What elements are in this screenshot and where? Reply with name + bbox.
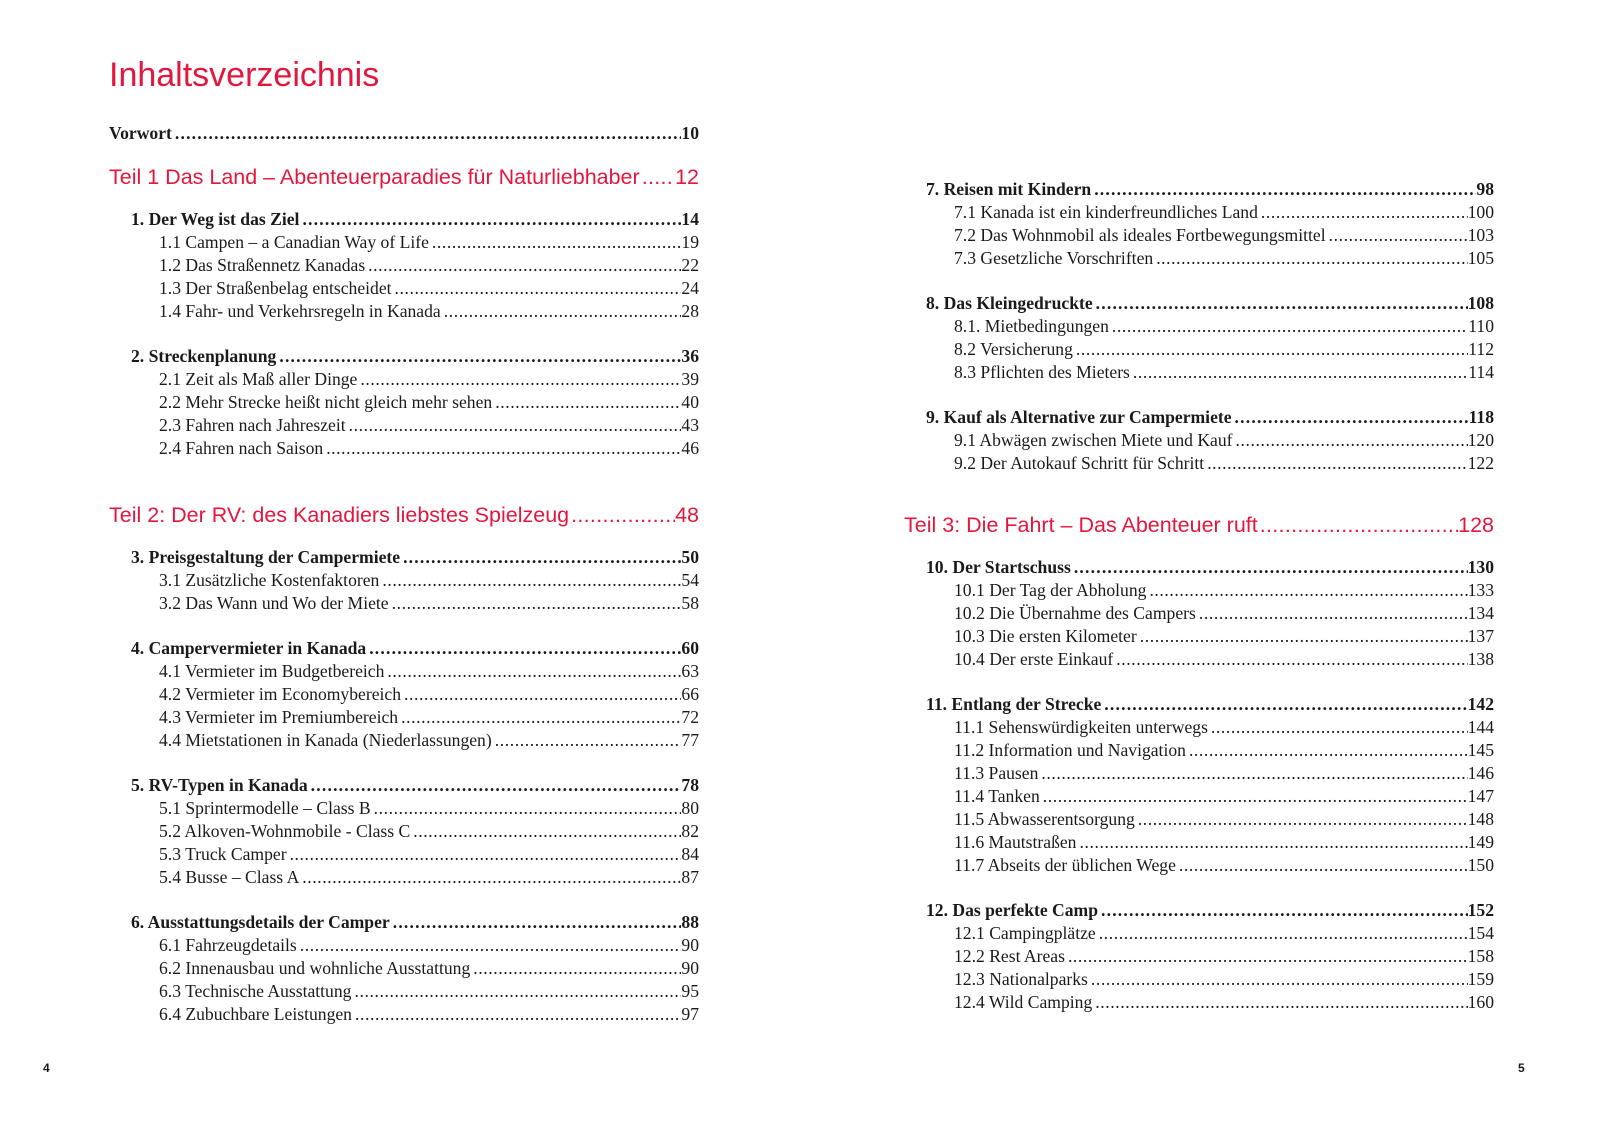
entry-page: 22 — [681, 255, 699, 275]
dot-leader — [1135, 808, 1468, 831]
entry-page: 10 — [681, 123, 699, 143]
entry-title: 4. Campervermieter in Kanada — [131, 638, 367, 658]
dot-leader — [323, 437, 681, 460]
dot-leader — [1091, 178, 1476, 201]
entry-page: 50 — [681, 547, 699, 567]
subsection-entry[interactable] — [109, 706, 699, 729]
entry-page: 97 — [681, 1004, 699, 1024]
subsection-entry[interactable] — [109, 729, 699, 752]
entry-page: 110 — [1468, 316, 1494, 336]
subsection-entry[interactable] — [109, 660, 699, 683]
right-page — [800, 0, 1600, 1135]
entry-title: 9.2 Der Autokauf Schritt für Schritt — [954, 453, 1205, 473]
dot-leader — [390, 911, 682, 934]
dot-leader — [1101, 693, 1467, 716]
entry-title: 6.1 Fahrzeugdetails — [159, 935, 297, 955]
entry-title: 12. Das perfekte Camp — [926, 900, 1099, 920]
entry-title: 3. Preisgestaltung der Campermiete — [131, 547, 401, 567]
chapter-block — [904, 899, 1494, 1014]
entry-page: 146 — [1467, 763, 1494, 783]
part-page: 12 — [675, 165, 699, 189]
entry-title: 1.2 Das Straßennetz Kanadas — [159, 255, 366, 275]
part-title: Teil 2: Der RV: des Kanadiers liebstes Spielzeug — [109, 503, 570, 527]
dot-leader — [297, 934, 682, 957]
chapter-block — [904, 693, 1494, 877]
part-page: 128 — [1458, 513, 1494, 537]
subsection-entry[interactable] — [904, 315, 1494, 338]
dot-leader — [276, 345, 681, 368]
dot-leader — [357, 368, 681, 391]
page-number-left: 4 — [43, 1061, 50, 1075]
entry-page: 24 — [681, 278, 699, 298]
entry-title: 8. Das Kleingedruckte — [926, 293, 1093, 313]
entry-title: 2.1 Zeit als Maß aller Dinge — [159, 369, 358, 389]
subsection-entry[interactable] — [904, 201, 1494, 224]
entry-page: 112 — [1468, 339, 1494, 359]
part-heading-1[interactable] — [109, 162, 699, 192]
dot-leader — [1233, 429, 1468, 452]
chapter-block — [904, 292, 1494, 384]
entry-title: 5.1 Sprintermodelle – Class B — [159, 798, 371, 818]
entry-title: 12.1 Campingplätze — [954, 923, 1096, 943]
entry-page: 147 — [1467, 786, 1494, 806]
dot-leader — [299, 208, 681, 231]
dot-leader — [1208, 716, 1468, 739]
subsection-entry[interactable] — [904, 579, 1494, 602]
entry-title: 12.3 Nationalparks — [954, 969, 1088, 989]
entry-title: 4.1 Vermieter im Budgetbereich — [159, 661, 385, 681]
chapter-block — [904, 406, 1494, 475]
entry-title: 9. Kauf als Alternative zur Campermiete — [926, 407, 1232, 427]
part-title: Teil 3: Die Fahrt – Das Abenteuer ruft — [904, 513, 1258, 537]
entry-title: 3.1 Zusätzliche Kostenfaktoren — [159, 570, 380, 590]
entry-title: 12.4 Wild Camping — [954, 992, 1093, 1012]
chapter-entry[interactable] — [904, 292, 1494, 315]
chapter-entry[interactable] — [109, 546, 699, 569]
entry-title: 7.1 Kanada ist ein kinderfreundliches Land — [954, 202, 1258, 222]
entry-page: 122 — [1467, 453, 1494, 473]
entry-title: Vorwort — [109, 123, 172, 143]
entry-page: 54 — [681, 570, 699, 590]
subsection-entry[interactable] — [109, 414, 699, 437]
entry-page: 133 — [1467, 580, 1494, 600]
dot-leader — [640, 162, 675, 192]
entry-page: 90 — [681, 935, 699, 955]
entry-page: 46 — [681, 438, 699, 458]
subsection-entry[interactable] — [109, 934, 699, 957]
entry-page: 82 — [681, 821, 699, 841]
entry-title: 5.2 Alkoven-Wohnmobile - Class C — [159, 821, 411, 841]
subsection-entry[interactable] — [904, 808, 1494, 831]
dot-leader — [1204, 452, 1467, 475]
entry-title: 11.4 Tanken — [954, 786, 1040, 806]
entry-title: 2.4 Fahren nach Saison — [159, 438, 324, 458]
subsection-entry[interactable] — [109, 980, 699, 1003]
entry-title: 8.1. Mietbedingungen — [954, 316, 1109, 336]
dot-leader — [1258, 510, 1458, 540]
subsection-entry[interactable] — [109, 300, 699, 323]
entry-page: 78 — [681, 775, 699, 795]
entry-page: 114 — [1468, 362, 1494, 382]
entry-page: 144 — [1467, 717, 1494, 737]
entry-title: 11.5 Abwasserentsorgung — [954, 809, 1135, 829]
chapter-block — [109, 345, 699, 460]
entry-page: 145 — [1467, 740, 1494, 760]
dot-leader — [1065, 945, 1468, 968]
entry-title: 6.4 Zubuchbare Leistungen — [159, 1004, 352, 1024]
subsection-entry[interactable] — [109, 866, 699, 889]
entry-page: 134 — [1467, 603, 1494, 623]
dot-leader — [371, 797, 682, 820]
dot-leader — [1176, 854, 1468, 877]
subsection-entry[interactable] — [904, 922, 1494, 945]
entry-page: 88 — [681, 912, 699, 932]
toc-title: Inhaltsverzeichnis — [109, 56, 380, 94]
entry-title: 2. Streckenplanung — [131, 346, 277, 366]
entry-page: 100 — [1467, 202, 1494, 222]
entry-page: 138 — [1467, 649, 1494, 669]
dot-leader — [1093, 292, 1468, 315]
part-title: Teil 1 Das Land – Abenteuerparadies für Naturliebhaber — [109, 165, 640, 189]
entry-title: 10.2 Die Übernahme des Campers — [954, 603, 1196, 623]
entry-page: 95 — [681, 981, 699, 1001]
dot-leader — [1146, 579, 1467, 602]
dot-leader — [1196, 602, 1468, 625]
subsection-entry[interactable] — [904, 854, 1494, 877]
entry-page: 90 — [681, 958, 699, 978]
entry-page: 77 — [681, 730, 699, 750]
subsection-entry[interactable] — [904, 762, 1494, 785]
dot-leader — [400, 546, 681, 569]
dot-leader — [401, 683, 681, 706]
chapter-block — [109, 208, 699, 323]
entry-title: 11.2 Information und Navigation — [954, 740, 1186, 760]
entry-title: 7.2 Das Wohnmobil als ideales Fortbewegungsmittel — [954, 225, 1326, 245]
subsection-entry[interactable] — [109, 277, 699, 300]
chapter-entry[interactable] — [904, 406, 1494, 429]
entry-page: 120 — [1467, 430, 1494, 450]
entry-page: 43 — [681, 415, 699, 435]
entry-page: 105 — [1467, 248, 1494, 268]
subsection-entry[interactable] — [109, 683, 699, 706]
entry-title: 1.3 Der Straßenbelag entscheidet — [159, 278, 392, 298]
dot-leader — [287, 843, 682, 866]
page-number-right: 5 — [1518, 1061, 1525, 1075]
entry-title: 11.7 Abseits der üblichen Wege — [954, 855, 1176, 875]
chapter-entry[interactable] — [904, 556, 1494, 579]
dot-leader — [366, 637, 681, 660]
entry-page: 108 — [1467, 293, 1494, 313]
chapter-block — [904, 178, 1494, 270]
dot-leader — [569, 500, 675, 530]
entry-page: 152 — [1467, 900, 1494, 920]
part-heading-2[interactable] — [109, 500, 699, 530]
subsection-entry[interactable] — [904, 785, 1494, 808]
entry-page: 87 — [681, 867, 699, 887]
dot-leader — [1076, 831, 1467, 854]
subsection-entry[interactable] — [904, 945, 1494, 968]
entry-page: 159 — [1467, 969, 1494, 989]
chapter-block — [109, 637, 699, 752]
dot-leader — [392, 277, 682, 300]
chapter-entry[interactable] — [109, 637, 699, 660]
subsection-entry[interactable] — [109, 231, 699, 254]
dot-leader — [1258, 201, 1468, 224]
subsection-entry[interactable] — [109, 592, 699, 615]
chapter-entry[interactable] — [109, 774, 699, 797]
entry-page: 66 — [681, 684, 699, 704]
dot-leader — [1232, 406, 1469, 429]
entry-page: 150 — [1467, 855, 1494, 875]
subsection-entry[interactable] — [109, 569, 699, 592]
subsection-entry[interactable] — [904, 991, 1494, 1014]
entry-title: 5.4 Busse – Class A — [159, 867, 300, 887]
subsection-entry[interactable] — [904, 602, 1494, 625]
chapter-block — [109, 546, 699, 615]
subsection-entry[interactable] — [904, 625, 1494, 648]
entry-page: 154 — [1467, 923, 1494, 943]
entry-page: 142 — [1467, 694, 1494, 714]
entry-page: 60 — [681, 638, 699, 658]
entry-title: 6.2 Innenausbau und wohnliche Ausstattung — [159, 958, 471, 978]
dot-leader — [365, 254, 681, 277]
dot-leader — [1088, 968, 1468, 991]
subsection-entry[interactable] — [904, 648, 1494, 671]
entry-title: 6.3 Technische Ausstattung — [159, 981, 352, 1001]
entry-page: 19 — [681, 232, 699, 252]
right-chapters-group-1 — [904, 178, 1494, 475]
entry-title: 5.3 Truck Camper — [159, 844, 287, 864]
dot-leader — [1137, 625, 1468, 648]
chapter-block — [109, 911, 699, 1026]
entry-title: 11.6 Mautstraßen — [954, 832, 1077, 852]
chapter-entry[interactable] — [904, 693, 1494, 716]
subsection-entry[interactable] — [904, 716, 1494, 739]
entry-title: 10.1 Der Tag der Abholung — [954, 580, 1147, 600]
chapter-block — [904, 556, 1494, 671]
dot-leader — [1130, 361, 1468, 384]
entry-title: 8.2 Versicherung — [954, 339, 1073, 359]
dot-leader — [429, 231, 682, 254]
subsection-entry[interactable] — [904, 739, 1494, 762]
dot-leader — [1071, 556, 1468, 579]
dot-leader — [389, 592, 682, 615]
subsection-entry[interactable] — [904, 247, 1494, 270]
entry-title: 4.3 Vermieter im Premiumbereich — [159, 707, 399, 727]
dot-leader — [308, 774, 682, 797]
dot-leader — [1096, 922, 1468, 945]
dot-leader — [299, 866, 681, 889]
entry-title: 5. RV-Typen in Kanada — [131, 775, 308, 795]
entry-page: 72 — [681, 707, 699, 727]
toc-entry-vorwort[interactable] — [109, 122, 699, 145]
entry-page: 84 — [681, 844, 699, 864]
dot-leader — [1109, 315, 1468, 338]
subsection-entry[interactable] — [109, 820, 699, 843]
subsection-entry[interactable] — [109, 254, 699, 277]
dot-leader — [379, 569, 681, 592]
entry-title: 3.2 Das Wann und Wo der Miete — [159, 593, 389, 613]
chapter-block — [109, 774, 699, 889]
entry-page: 160 — [1467, 992, 1494, 1012]
subsection-entry[interactable] — [109, 957, 699, 980]
chapter-entry[interactable] — [109, 911, 699, 934]
entry-page: 149 — [1467, 832, 1494, 852]
dot-leader — [410, 820, 681, 843]
entry-title: 9.1 Abwägen zwischen Miete und Kauf — [954, 430, 1233, 450]
entry-page: 118 — [1468, 407, 1494, 427]
chapter-entry[interactable] — [109, 208, 699, 231]
chapter-entry[interactable] — [109, 345, 699, 368]
entry-title: 11.3 Pausen — [954, 763, 1039, 783]
dot-leader — [1092, 991, 1467, 1014]
right-part-3 — [904, 510, 1494, 1014]
dot-leader — [1098, 899, 1468, 922]
subsection-entry[interactable] — [904, 338, 1494, 361]
subsection-entry[interactable] — [904, 968, 1494, 991]
subsection-entry[interactable] — [109, 368, 699, 391]
toc-left-column — [109, 52, 699, 1026]
subsection-entry[interactable] — [109, 391, 699, 414]
entry-page: 158 — [1467, 946, 1494, 966]
part-page: 48 — [675, 503, 699, 527]
dot-leader — [346, 414, 682, 437]
subsection-entry[interactable] — [904, 831, 1494, 854]
entry-page: 148 — [1467, 809, 1494, 829]
entry-page: 137 — [1467, 626, 1494, 646]
dot-leader — [1186, 739, 1468, 762]
dot-leader — [351, 980, 681, 1003]
dot-leader — [492, 729, 682, 752]
dot-leader — [1326, 224, 1468, 247]
subsection-entry[interactable] — [109, 843, 699, 866]
entry-page: 14 — [681, 209, 699, 229]
subsection-entry[interactable] — [109, 797, 699, 820]
entry-page: 36 — [681, 346, 699, 366]
entry-title: 2.3 Fahren nach Jahreszeit — [159, 415, 346, 435]
entry-title: 8.3 Pflichten des Mieters — [954, 362, 1130, 382]
entry-title: 11.1 Sehenswürdigkeiten unterwegs — [954, 717, 1208, 737]
dot-leader — [492, 391, 681, 414]
entry-page: 103 — [1467, 225, 1494, 245]
dot-leader — [1113, 648, 1467, 671]
dot-leader — [384, 660, 681, 683]
dot-leader — [352, 1003, 681, 1026]
entry-title: 10.3 Die ersten Kilometer — [954, 626, 1137, 646]
entry-title: 4.4 Mietstationen in Kanada (Niederlassungen) — [159, 730, 492, 750]
part-heading-3[interactable] — [904, 510, 1494, 540]
dot-leader — [1038, 762, 1467, 785]
entry-title: 1.4 Fahr- und Verkehrsregeln in Kanada — [159, 301, 441, 321]
subsection-entry[interactable] — [904, 429, 1494, 452]
entry-title: 1.1 Campen – a Canadian Way of Life — [159, 232, 429, 252]
entry-title: 10.4 Der erste Einkauf — [954, 649, 1114, 669]
entry-page: 80 — [681, 798, 699, 818]
dot-leader — [441, 300, 682, 323]
entry-page: 130 — [1467, 557, 1494, 577]
dot-leader — [172, 122, 682, 145]
subsection-entry[interactable] — [904, 452, 1494, 475]
entry-title: 1. Der Weg ist das Ziel — [131, 209, 300, 229]
entry-page: 63 — [681, 661, 699, 681]
subsection-entry[interactable] — [109, 437, 699, 460]
subsection-entry[interactable] — [904, 224, 1494, 247]
entry-page: 28 — [681, 301, 699, 321]
chapter-entry[interactable] — [904, 178, 1494, 201]
dot-leader — [1153, 247, 1467, 270]
entry-title: 10. Der Startschuss — [926, 557, 1071, 577]
dot-leader — [1040, 785, 1468, 808]
dot-leader — [1073, 338, 1468, 361]
entry-title: 4.2 Vermieter im Economybereich — [159, 684, 401, 704]
subsection-entry[interactable] — [109, 1003, 699, 1026]
entry-page: 98 — [1476, 179, 1494, 199]
entry-page: 58 — [681, 593, 699, 613]
dot-leader — [470, 957, 681, 980]
entry-title: 7. Reisen mit Kindern — [926, 179, 1092, 199]
dot-leader — [398, 706, 681, 729]
entry-title: 12.2 Rest Areas — [954, 946, 1065, 966]
entry-title: 2.2 Mehr Strecke heißt nicht gleich mehr sehen — [159, 392, 493, 412]
entry-title: 6. Ausstattungsdetails der Camper — [131, 912, 390, 932]
chapter-entry[interactable] — [904, 899, 1494, 922]
entry-title: 11. Entlang der Strecke — [926, 694, 1102, 714]
entry-page: 40 — [681, 392, 699, 412]
entry-page: 39 — [681, 369, 699, 389]
subsection-entry[interactable] — [904, 361, 1494, 384]
entry-title: 7.3 Gesetzliche Vorschriften — [954, 248, 1154, 268]
